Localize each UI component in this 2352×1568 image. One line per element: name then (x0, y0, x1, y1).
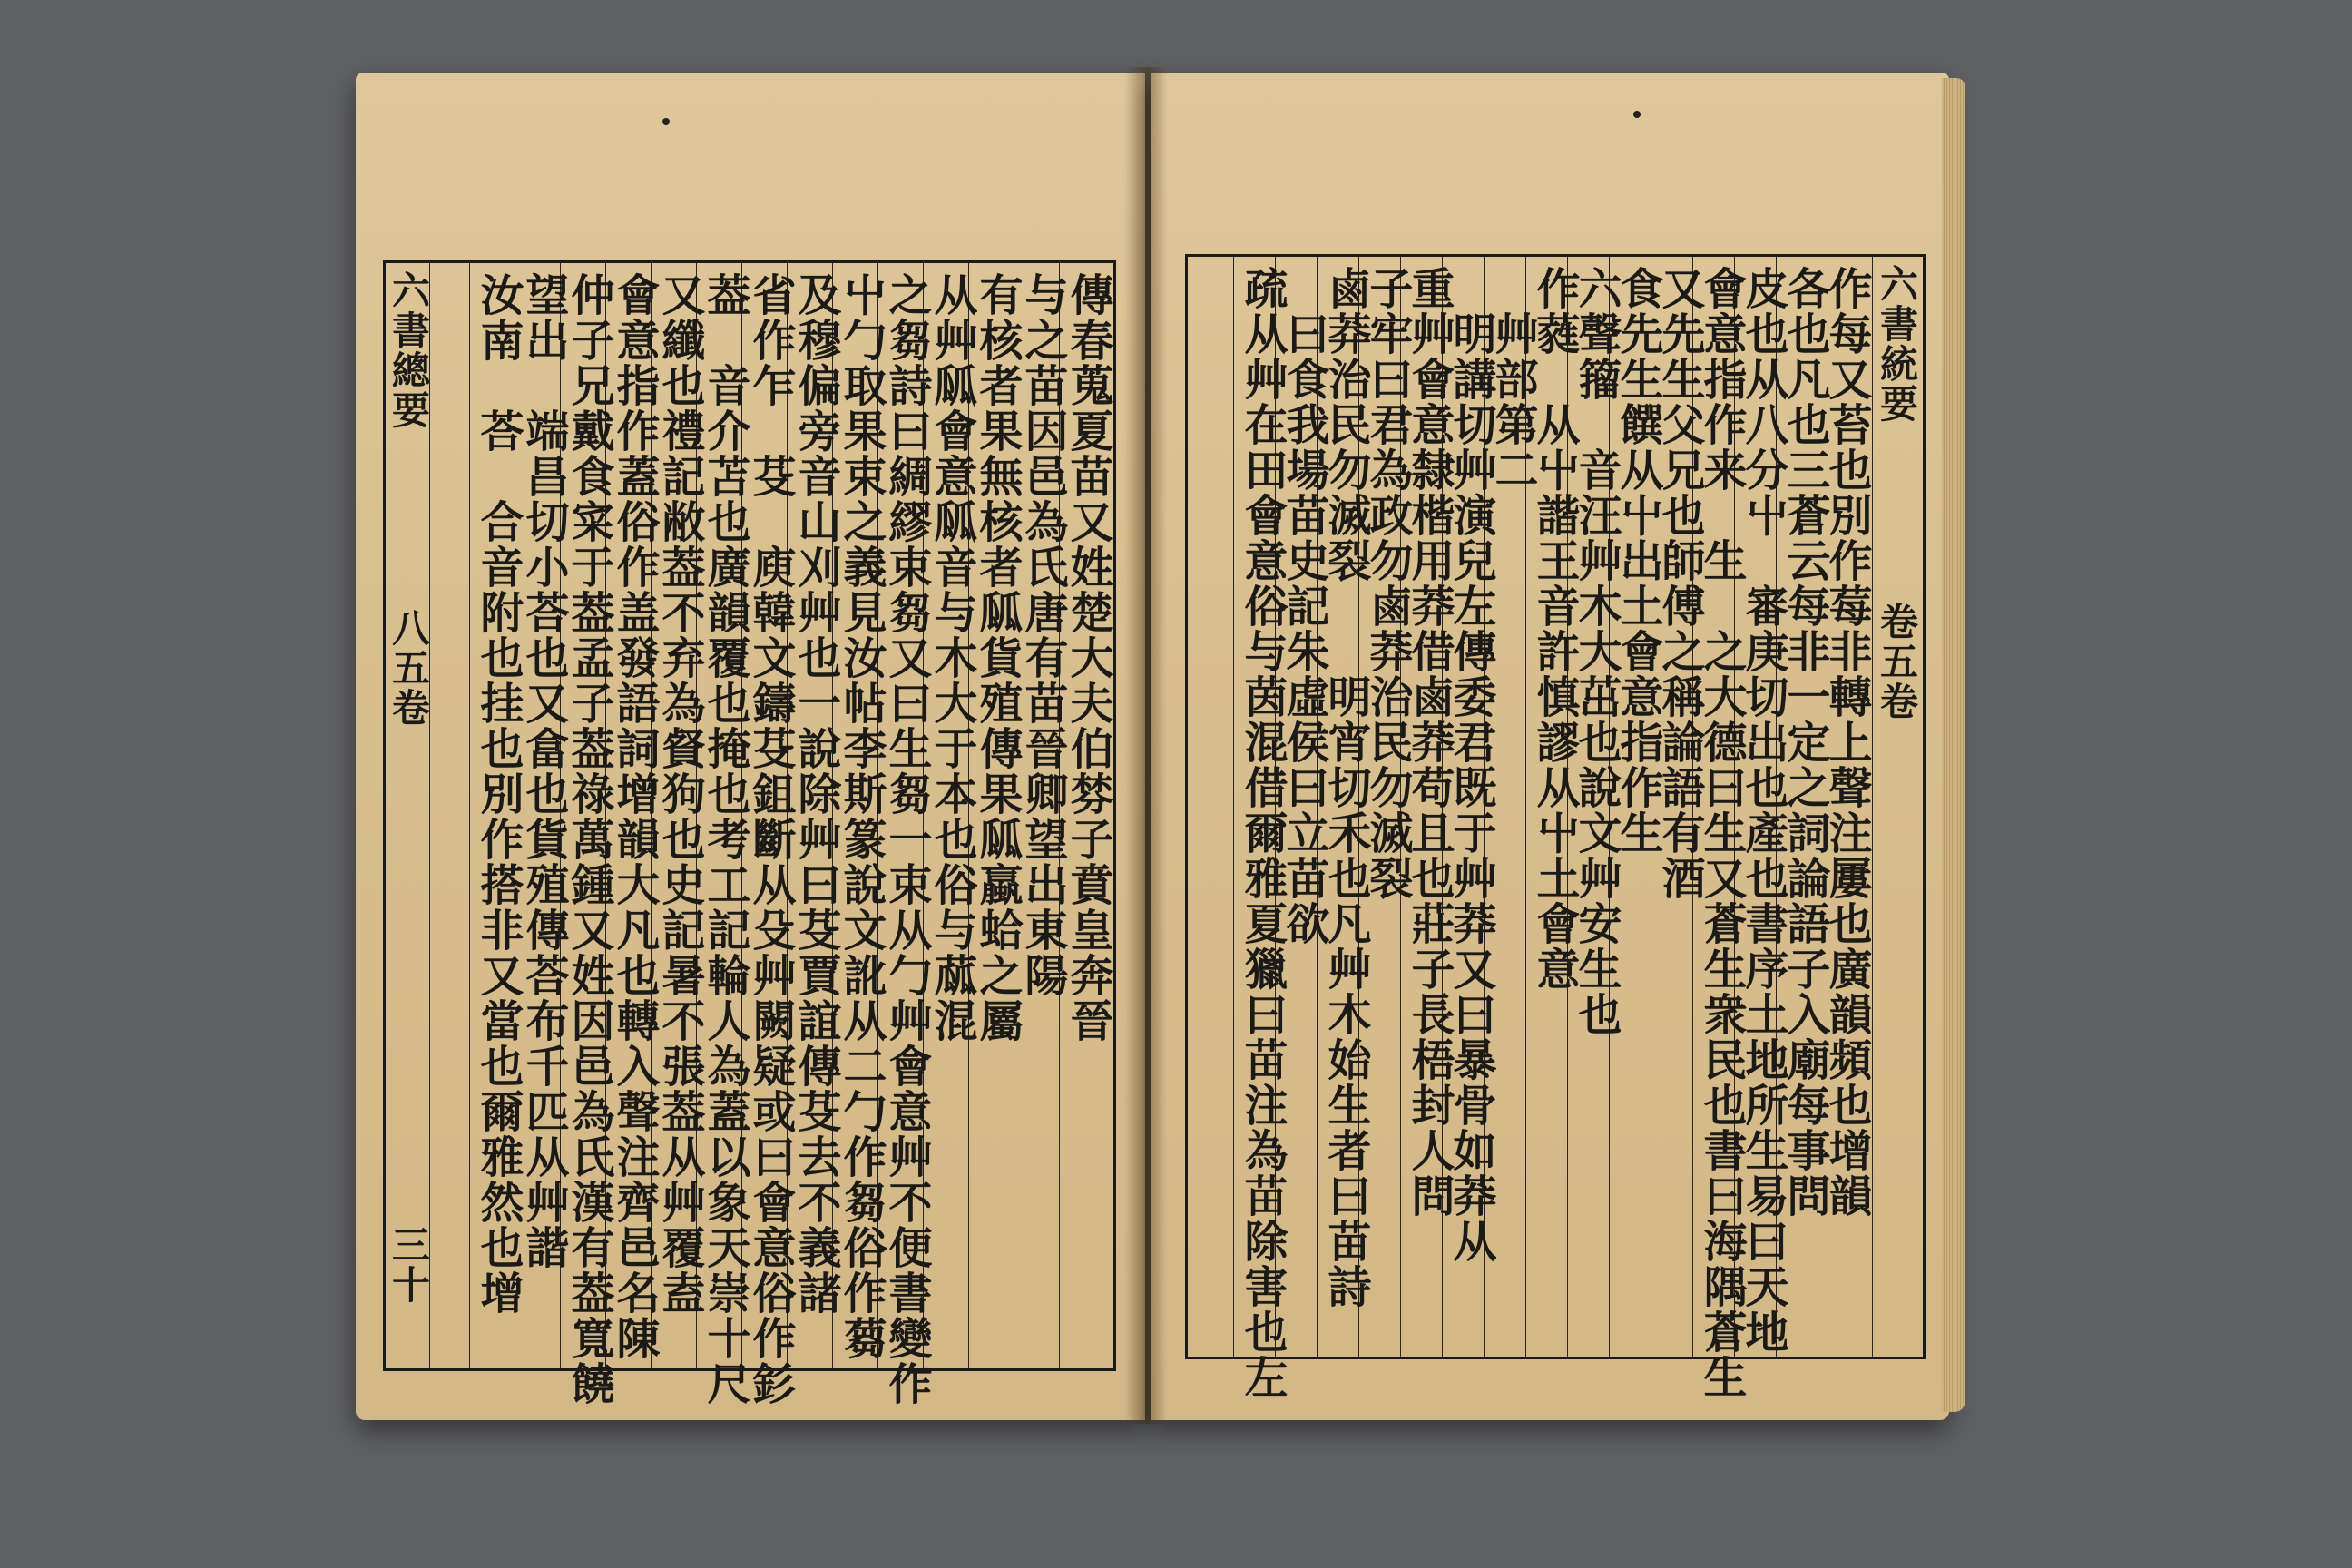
left-text-column: 有核者果無核者㼌貨殖傳果㼌蠃蛤之屬 (972, 272, 1023, 1044)
left-text-column: 會意指作蓋俗作盖發語詞增韻大凡也轉入聲注齊邑名陳 (609, 272, 660, 1361)
left-text-column: 省作乍 芟 庾韓文鑄芟鉏斷从殳艸闕疑或曰會意俗作釤 (745, 272, 796, 1406)
left-text-column: 仲子兄戴食寀于葢孟子葢祿萬鍾又姓因邑為氏漢有葢寬饒 (564, 272, 614, 1406)
right-margin-title: 六書統要 (1875, 264, 1919, 424)
left-text-column: 从艸㼌會意㼌音与木大于本也俗与蓏混 (926, 272, 977, 1044)
left-text-frame (383, 260, 1116, 1406)
column-rule (469, 263, 470, 1368)
left-margin-title: 六書總要 (387, 270, 431, 430)
book-gutter (1125, 67, 1167, 1424)
right-margin-volume: 卷五卷 (1875, 602, 1919, 721)
left-margin-leaf: 三十 (387, 1225, 431, 1305)
left-text-column: 屮勹取果束之義見汝帖李斯篆說文訛从二勹作芻俗作蒭 (836, 272, 887, 1361)
binding-dot (662, 118, 670, 125)
right-text-column: 六聲籀 音汪艸木大茁也說文艸安生也 (1571, 266, 1622, 1037)
right-text-column: 作每又苔也別作莓非轉上聲注屢也廣韻頻也增韻 (1821, 266, 1872, 1219)
left-text-column: 与之苗因邑為氏唐有苗晉卿望出東陽 (1017, 272, 1068, 998)
right-text-column: 疏从艸在田會意俗与茵混借爾雅夏獵曰苗注為苗除害也左 (1237, 266, 1288, 1400)
right-text-column: 各也凡也三蒼云每非一定之詞論語子入廟每事問 (1779, 266, 1830, 1219)
right-text-frame (1185, 254, 1926, 1400)
page-edges (1942, 78, 1965, 1412)
right-text-column: 重艸會意隸楷用莽借鹵莽苟且也莊子長梧封人問 (1404, 266, 1455, 1219)
right-text-column: 艸部第二 (1487, 266, 1538, 493)
left-text-column: 汝南 荅 合音附也挂也別作搭非又當也爾雅然也增 (473, 272, 524, 1316)
binding-dot (1633, 111, 1641, 118)
right-text-column: 明講切艸演兒左傳委君既于艸莽又曰暴骨如莽从 (1446, 266, 1496, 1264)
right-text-column: 會意指作来 生 之大德曰生又蒼生衆民也書曰海隅蒼生 (1696, 266, 1747, 1400)
left-text-column: 之芻詩曰綢繆束芻又曰生芻一束从勹艸會意艸不便書變作 (881, 272, 932, 1406)
right-text-column: 又先生父兄也師傅之稱論語有酒 (1654, 266, 1705, 901)
right-text-column: 鹵莽治民勿滅裂 明宵切禾也凡艸木始生者曰苗詩 (1320, 266, 1371, 1309)
right-text-column: 食先生饌从屮出土會意指作生 (1612, 266, 1663, 856)
right-text-column: 子牢曰君為政勿鹵莽治民勿滅裂 (1362, 266, 1413, 901)
left-text-column: 葢 音介苫也廣韻覆也掩也考工記輪人為蓋以象天崇十尺 (700, 272, 750, 1406)
left-text-column: 望出 端昌切小荅也又畣也貨殖傳荅布千匹从艸諧 (518, 272, 569, 1270)
left-text-column: 傳春蒐夏苗又姓楚大夫伯棼子賁皇奔晉 (1063, 272, 1113, 1044)
left-text-column: 及穆偏旁音山刈艸也一說除艸曰芟賈誼傳芟去不義諸 (790, 272, 841, 1316)
left-margin-volume: 八五卷 (387, 608, 431, 728)
right-text-column: 作蕤 从屮諧王音許慎謬从屮土會意 (1529, 266, 1580, 992)
right-text-column: 皮也从八分屮 審庚切出也產也書序土地所生易曰天地 (1738, 266, 1788, 1355)
column-rule (1233, 257, 1234, 1357)
right-text-column: 曰食我場苗史記朱虛侯曰立苗欲 (1279, 266, 1329, 946)
left-text-column: 又纖也禮記敝葢不弃為䝳狗也史記暑不張葢从艸覆盍 (654, 272, 705, 1316)
